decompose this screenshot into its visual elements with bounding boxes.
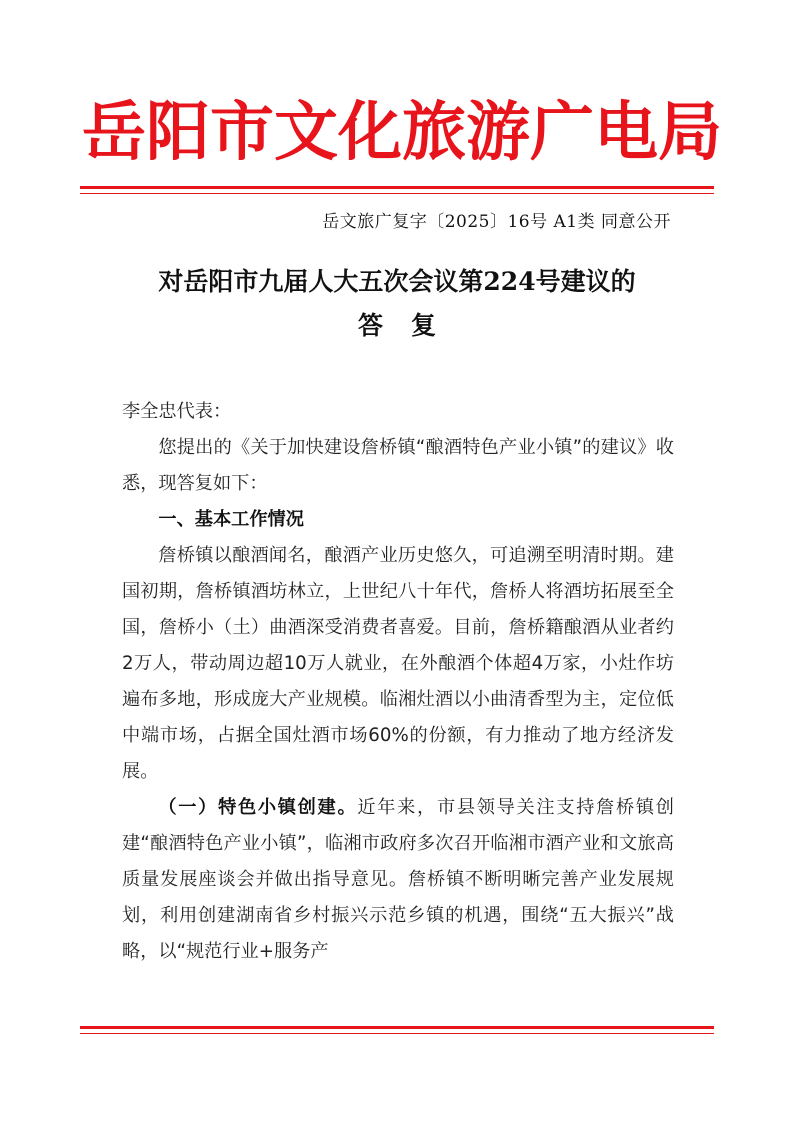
masthead-char: 文 — [274, 95, 338, 170]
salutation: 李全忠代表： — [122, 401, 232, 422]
masthead-char: 阳 — [146, 95, 210, 170]
footer-rule-thick — [80, 1026, 714, 1029]
document-title-line1: 对岳阳市九届人大五次会议第224号建议的 — [158, 267, 636, 296]
subsection-text: 近年来，市县领导关注支持詹桥镇创建“酿酒特色产业小镇”，临湘市政府多次召开临湘市酒产业和文旅高质量发展座谈会并做出指导意见。詹桥镇不断明晰完善产业发展规划，利用创建湖南省乡村振兴示范乡镇的机遇，围绕“五大振兴”战略，以“规范行业+服务产 — [122, 797, 674, 962]
subsection-paragraph — [122, 790, 674, 970]
intro-paragraph: 您提出的《关于加快建设詹桥镇“酿酒特色产业小镇”的建议》收悉，现答复如下： — [122, 437, 674, 494]
masthead-char: 局 — [658, 95, 722, 170]
section-paragraph: 詹桥镇以酿酒闻名，酿酒产业历史悠久，可追溯至明清时期。建国初期，詹桥镇酒坊林立，上世纪八十年代，詹桥人将酒坊拓展至全国，詹桥小（土）曲酒深受消费者喜爱。目前，詹桥籍酿酒从业者约2万人，带动周边超10万人就业，在外酿酒个体超4万家，小灶作坊遍布多地，形成庞大产业规模。临湘灶酒以小曲清香型为主，定位低中端市场，占据全国灶酒市场60%的份额，有力推动了地方经济发展。 — [122, 545, 674, 782]
masthead-rule-thick — [80, 186, 714, 189]
masthead-char: 化 — [338, 95, 402, 170]
masthead-char: 广 — [530, 95, 594, 170]
document-title-line2: 答复 — [357, 311, 464, 340]
masthead-char: 电 — [594, 95, 658, 170]
masthead-char: 岳 — [82, 95, 146, 170]
masthead-char: 游 — [466, 95, 530, 170]
document-body — [122, 394, 674, 970]
section-heading: 一、基本工作情况 — [158, 509, 304, 530]
masthead-rule-thin — [80, 193, 714, 194]
footer-rule-thin — [80, 1033, 714, 1034]
masthead-char: 市 — [210, 95, 274, 170]
masthead-char: 旅 — [402, 95, 466, 170]
document-number: 岳文旅广复字〔2025〕16号 A1类 同意公开 — [322, 212, 671, 232]
masthead-org-name — [82, 88, 722, 178]
subsection-heading: （一）特色小镇创建。 — [158, 797, 358, 818]
